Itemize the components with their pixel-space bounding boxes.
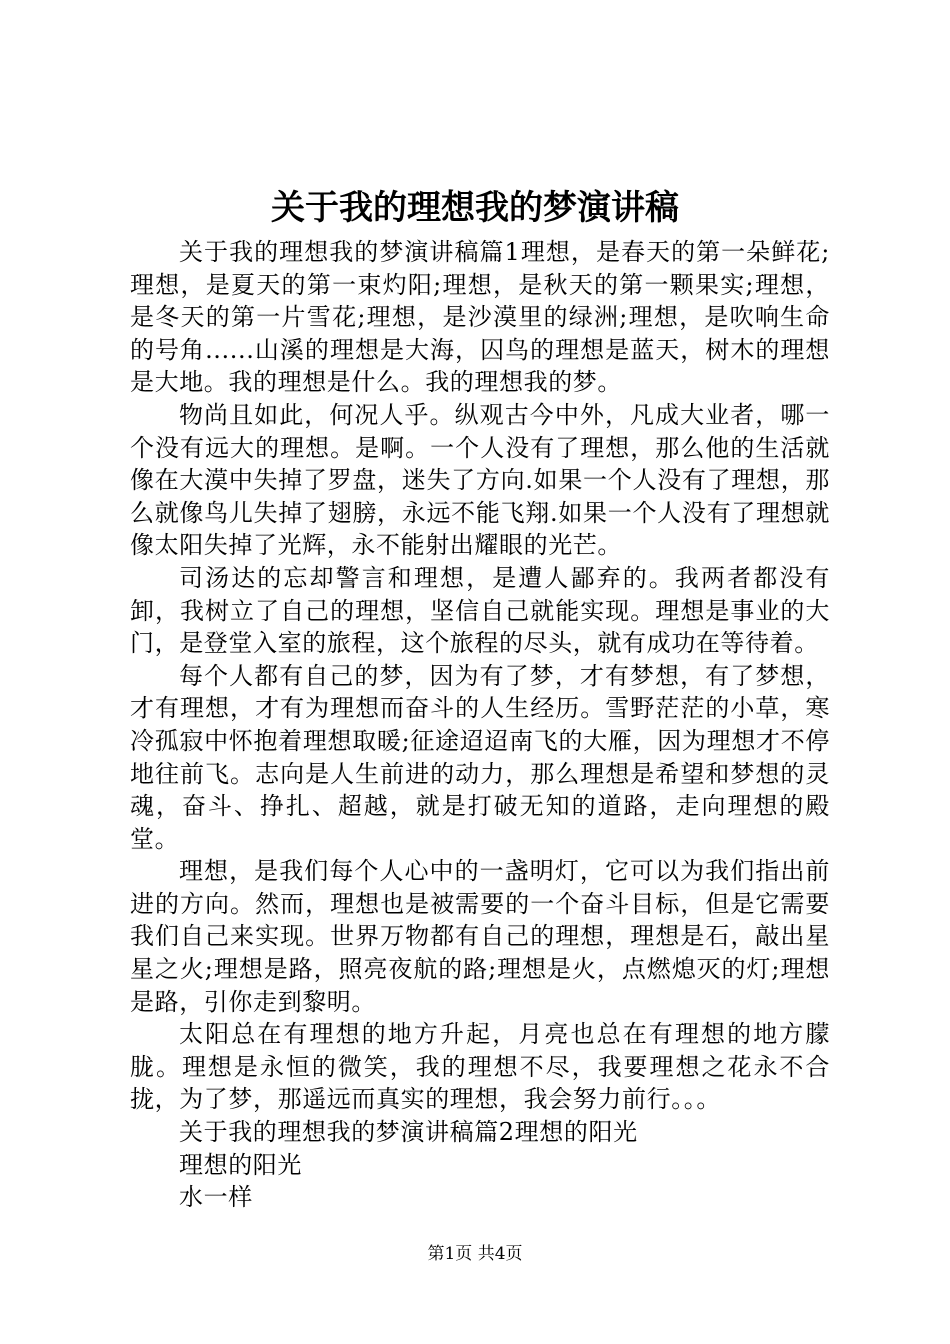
section-heading: 关于我的理想我的梦演讲稿篇2理想的阳光 <box>179 1118 638 1147</box>
paragraph-6: 太阳总在有理想的地方升起，月亮也总在有理想的地方朦胧。理想是永恒的微笑，我的理想不尽，我要理想之花永不合拢，为了梦，那遥远而真实的理想，我会努力前行。。。 <box>130 1020 830 1114</box>
document-body <box>130 236 830 1214</box>
poem-line: 水一样 <box>179 1183 253 1212</box>
paragraph-3: 司汤达的忘却警言和理想，是遭人鄙弃的。我两者都没有卸，我树立了自己的理想，坚信自己就能实现。理想是事业的大门，是登堂入室的旅程，这个旅程的尽头，就有成功在等待着。 <box>130 563 830 658</box>
paragraph-1: 关于我的理想我的梦演讲稿篇1理想，是春天的第一朵鲜花;理想，是夏天的第一束灼阳;理想，是秋天的第一颗果实;理想，是冬天的第一片雪花;理想，是沙漠里的绿洲;理想，是吹响生命的号角......山溪的理想是大海，囚鸟的理想是蓝天，树木的理想是大地。我的理想是什么。我的理想我的梦。 <box>130 238 830 397</box>
paragraph-2: 物尚且如此，何况人乎。纵观古今中外，凡成大业者，哪一个没有远大的理想。是啊。一个人没有了理想，那么他的生活就像在大漠中失掉了罗盘，迷失了方向.如果一个人没有了理想，那么就像鸟儿失掉了翅膀，永远不能飞翔.如果一个人没有了理想就像太阳失掉了光辉，永不能射出耀眼的光芒。 <box>130 400 830 560</box>
paragraph-4: 每个人都有自己的梦，因为有了梦，才有梦想，有了梦想，才有理想，才有为理想而奋斗的人生经历。雪野茫茫的小草，寒冷孤寂中怀抱着理想取暖;征途迢迢南飞的大雁，因为理想才不停地往前飞。志向是人生前进的动力，那么理想是希望和梦想的灵魂，奋斗、挣扎、超越，就是打破无知的道路，走向理想的殿堂。 <box>130 661 830 853</box>
page-number: 第1页 共4页 <box>427 1244 523 1264</box>
document-title: 关于我的理想我的梦演讲稿 <box>271 188 679 228</box>
poem-title: 理想的阳光 <box>179 1150 302 1179</box>
paragraph-5: 理想，是我们每个人心中的一盏明灯，它可以为我们指出前进的方向。然而，理想也是被需要的一个奋斗目标，但是它需要我们自己来实现。世界万物都有自己的理想，理想是石，敲出星星之火;理想是路，照亮夜航的路;理想是火，点燃熄灭的灯;理想是路，引你走到黎明。 <box>130 857 830 1016</box>
